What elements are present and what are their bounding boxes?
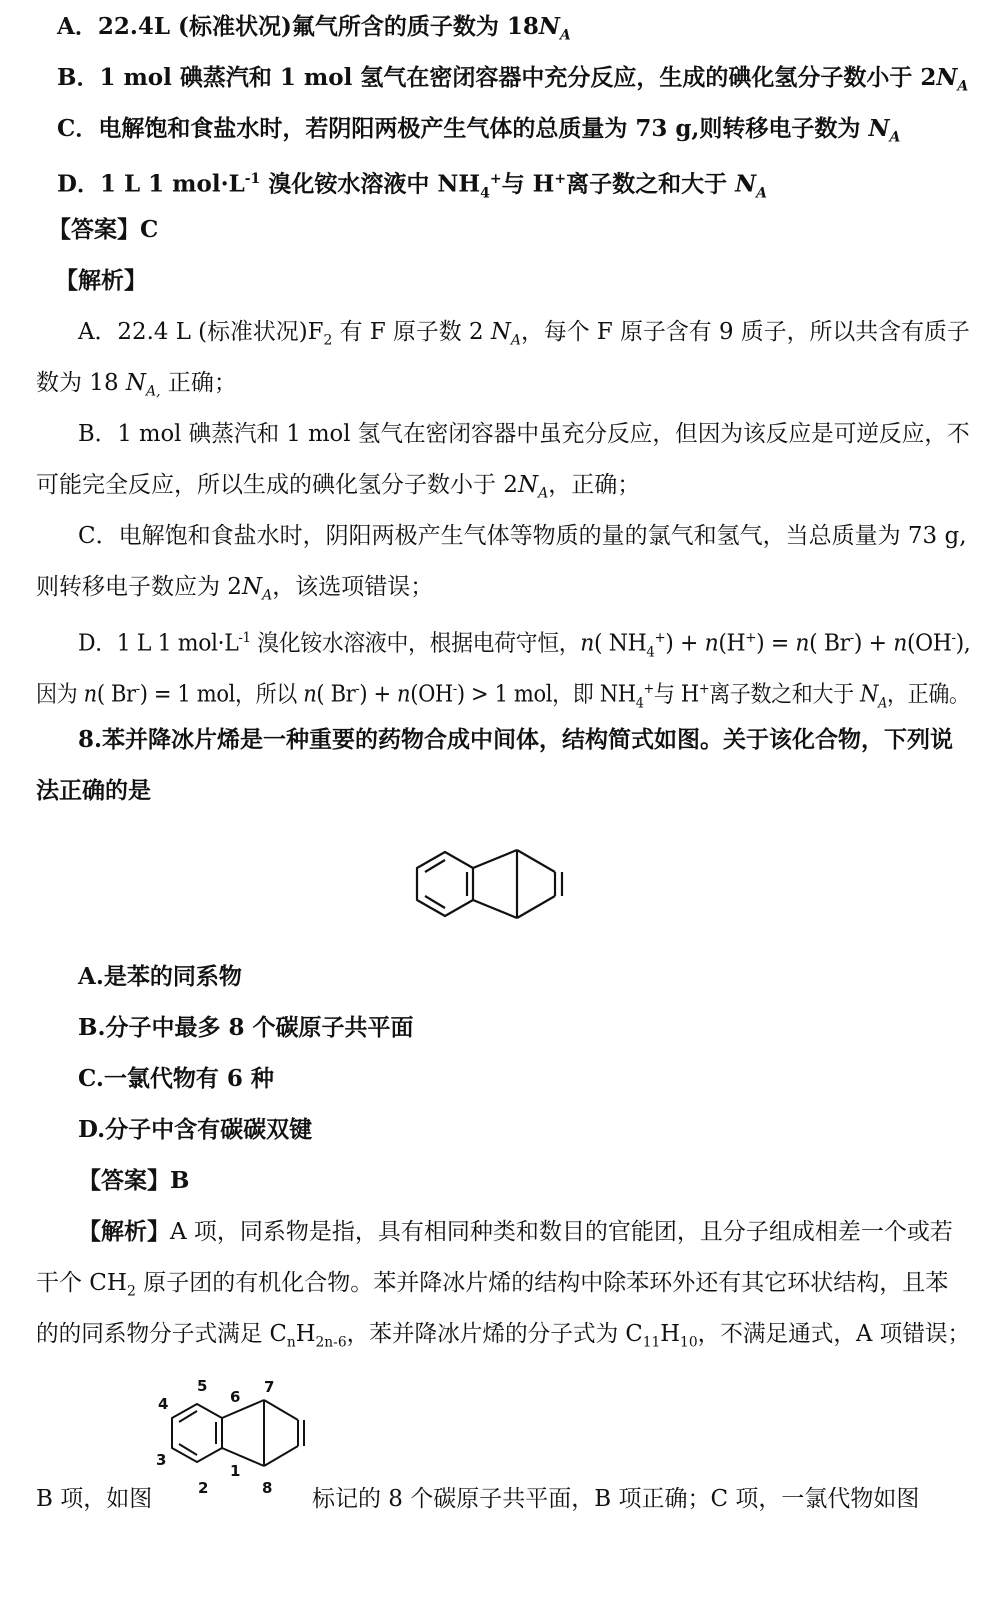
q7-explanation-a-line1: A．22.4 L (标准状况)$F_2$ 有 F 原子数 2 $N_A$，每个 F 原子含有 9 质子，所以共含有质子 (78, 319, 970, 349)
atom-number-6: 6 (230, 1388, 241, 1406)
q8-option-b: B.分子中最多 8 个碳原子共平面 (78, 1014, 414, 1041)
molecule-structure (405, 828, 580, 938)
q8-explanation-line3: 的的同系物分子式满足 $C_nH_{2n-6}$，苯并降冰片烯的分子式为 $C_{11}H_{10}$，不满足通式，A 项错误； (36, 1321, 971, 1351)
q8-option-a: A.是苯的同系物 (78, 963, 242, 990)
numbered-bridgehead-top (222, 1400, 264, 1418)
atom-number-8: 8 (262, 1479, 273, 1497)
bridgehead-top-bond (473, 850, 517, 868)
benzene-ring (417, 852, 473, 916)
q8-stem-line1: 8.苯并降冰片烯是一种重要的药物合成中间体，结构简式如图。关于该化合物，下列说 (78, 726, 954, 753)
q7-explanation-a-line2: 数为 18 $N_{A,}$ 正确； (36, 370, 237, 400)
q8-option-d: D.分子中含有碳碳双键 (78, 1116, 313, 1143)
atom-number-4: 4 (158, 1395, 169, 1413)
q7-explanation-c-line2: 则转移电子数应为 $2N_A$，该选项错误； (36, 574, 434, 604)
numbered-benzene-ring (172, 1404, 222, 1462)
atom-number-3: 3 (156, 1451, 167, 1469)
q8-option-c: C.一氯代物有 6 种 (78, 1065, 274, 1092)
q8-explanation-line2: 干个 $CH_2$ 原子团的有机化合物。苯并降冰片烯的结构中除苯环外还有其它环状结构，且苯 (36, 1270, 949, 1300)
q7-option-d: D．1 L 1 $mol\cdot L^{-1}$ 溴化铵水溶液中 $NH_4^+$与 H+离子数之和大于 $N_A$ (57, 170, 767, 202)
numbered-alkene-top (264, 1400, 298, 1420)
numbered-molecule-structure (152, 1372, 322, 1500)
q7-explanation-b-line1: B．1 mol 碘蒸汽和 1 mol 氢气在密闭容器中虽充分反应，但因为该反应是可逆反应，不 (78, 421, 970, 447)
numbered-alkene-bottom (264, 1446, 298, 1466)
alkene-bond-bottom (517, 896, 555, 918)
atom-number-7: 7 (264, 1378, 275, 1396)
q7-option-a: A．22.4L (标准状况)氟气所含的质子数为 $18N_A$ (57, 13, 571, 44)
numbered-bridgehead-bottom (222, 1448, 264, 1466)
q8-explanation-line1: 【解析】A 项，同系物是指，具有相同种类和数目的官能团，且分子组成相差一个或若 (78, 1218, 953, 1245)
q7-option-b: B．1 mol 碘蒸汽和 1 mol 氢气在密闭容器中充分反应，生成的碘化氢分子数小于 $2N_A$ (57, 64, 969, 95)
atom-number-2: 2 (198, 1479, 209, 1497)
q7-answer: 【答案】C (48, 216, 159, 243)
bridgehead-bottom-bond (473, 900, 517, 918)
q8-explanation-line4-start: B 项，如图 (36, 1486, 153, 1512)
q7-option-c: C．电解饱和食盐水时，若阴阳两极产生气体的总质量为 73 g,则转移电子数为 $N_A$ (57, 115, 901, 146)
q8-answer: 【答案】B (78, 1167, 190, 1194)
q8-explanation-line4-end: 标记的 8 个碳原子共平面，B 项正确；C 项，一氯代物如图 (312, 1486, 920, 1512)
q8-stem-line2: 法正确的是 (36, 777, 151, 804)
q7-explanation-d-line2: 因为 n( Br-) = 1 mol，所以 n( Br-) + n(OH-) > 1 mol，即 $NH_4^+$与 H+离子数之和大于 $N_A$，正确。 (36, 681, 970, 712)
alkene-bond-top (517, 850, 555, 872)
q7-analysis-title: 【解析】 (55, 267, 147, 294)
atom-number-5: 5 (197, 1377, 208, 1395)
q7-explanation-b-line2: 可能完全反应，所以生成的碘化氢分子数小于 $2N_A$，正确； (36, 472, 641, 502)
q7-explanation-c-line1: C．电解饱和食盐水时，阴阳两极产生气体等物质的量的氯气和氢气，当总质量为 73 g, (78, 523, 967, 549)
atom-number-1: 1 (230, 1462, 241, 1480)
q7-explanation-d-line1: D．1 L 1 $mol\cdot L^{-1}$ 溴化铵水溶液中，根据电荷守恒，n( $NH_4^+) + n(H^+) = n$( Br-) + n(OH-), (78, 630, 971, 661)
